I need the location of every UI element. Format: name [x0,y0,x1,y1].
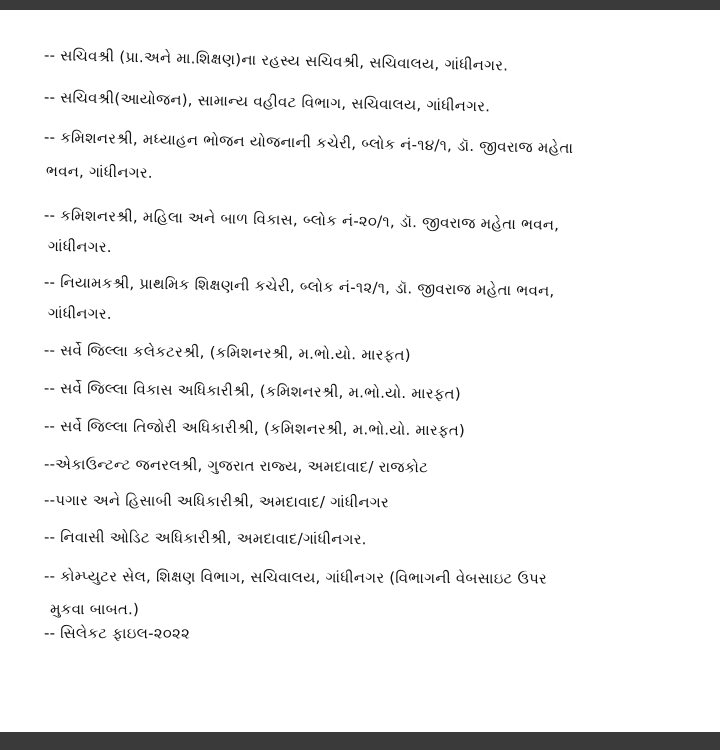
recipient-line-6: -- સર્વે જિલ્લા કલેકટરશ્રી, (કમિશનરશ્રી, મ.ભો.યો. મારફત) [43,341,411,365]
recipient-line-5: -- નિયામકશ્રી, પ્રાથમિક શિક્ષણની કચેરી, બ્લોક નં-૧૨/૧, ડૉ. જીવરાજ મહેતા ભવન, [43,273,555,300]
recipient-line-13: -- સિલેકટ ફાઇલ-૨૦૨૨ [43,624,191,643]
recipient-line-3-continued: ભવન, ગાંધીનગર. [45,162,153,182]
recipient-line-12-continued: મુકવા બાબત.) [49,600,140,619]
recipient-line-9: --એકાઉન્ટન્ટ જનરલશ્રી, ગુજરાત રાજ્ય, અમદાવાદ/ રાજકોટ [43,455,429,477]
recipient-line-2: -- સચિવશ્રી(આયોજન), સામાન્ય વહીવટ વિભાગ, સચિવાલય, ગાંધીનગર. [43,88,491,116]
recipient-line-11: -- નિવાસી ઓડિટ અધિકારીશ્રી, અમદાવાદ/ગાંધીનગર. [43,528,367,549]
recipient-line-8: -- સર્વે જિલ્લા તિજોરી અધિકારીશ્રી, (કમિશનરશ્રી, મ.ભો.યો. મારફત) [43,417,466,440]
bottom-frame-bar [0,732,720,750]
recipient-line-5-continued: ગાંધીનગર. [47,304,112,323]
recipient-line-7: -- સર્વે જિલ્લા વિકાસ અધિકારીશ્રી, (કમિશનરશ્રી, મ.ભો.યો. મારફત) [43,379,461,403]
document-page [0,10,720,732]
recipient-line-3: -- કમિશનરશ્રી, મધ્યાહન ભોજન યોજનાની કચેરી, બ્લોક નં-૧૪/૧, ડૉ. જીવરાજ મહેતા [43,128,574,158]
recipient-line-4-continued: ગાંધીનગર. [47,237,112,257]
recipient-line-1: -- સચિવશ્રી (પ્રા.અને મા.શિક્ષણ)ના રહસ્ય સચિવશ્રી, સચિવાલય, ગાંધીનગર. [43,46,509,75]
recipient-line-12: -- કોમ્પ્યુટર સેલ, શિક્ષણ વિભાગ, સચિવાલય, ગાંધીનગર (વિભાગની વેબસાઇટ ઉપર [43,567,547,588]
recipient-line-10: --પગાર અને હિસાબી અધિકારીશ્રી, અમદાવાદ/ ગાંધીનગર [43,491,389,512]
recipient-line-4: -- કમિશનરશ્રી, મહિલા અને બાળ વિકાસ, બ્લોક નં-૨૦/૧, ડૉ. જીવરાજ મહેતા ભવન, [43,206,560,234]
